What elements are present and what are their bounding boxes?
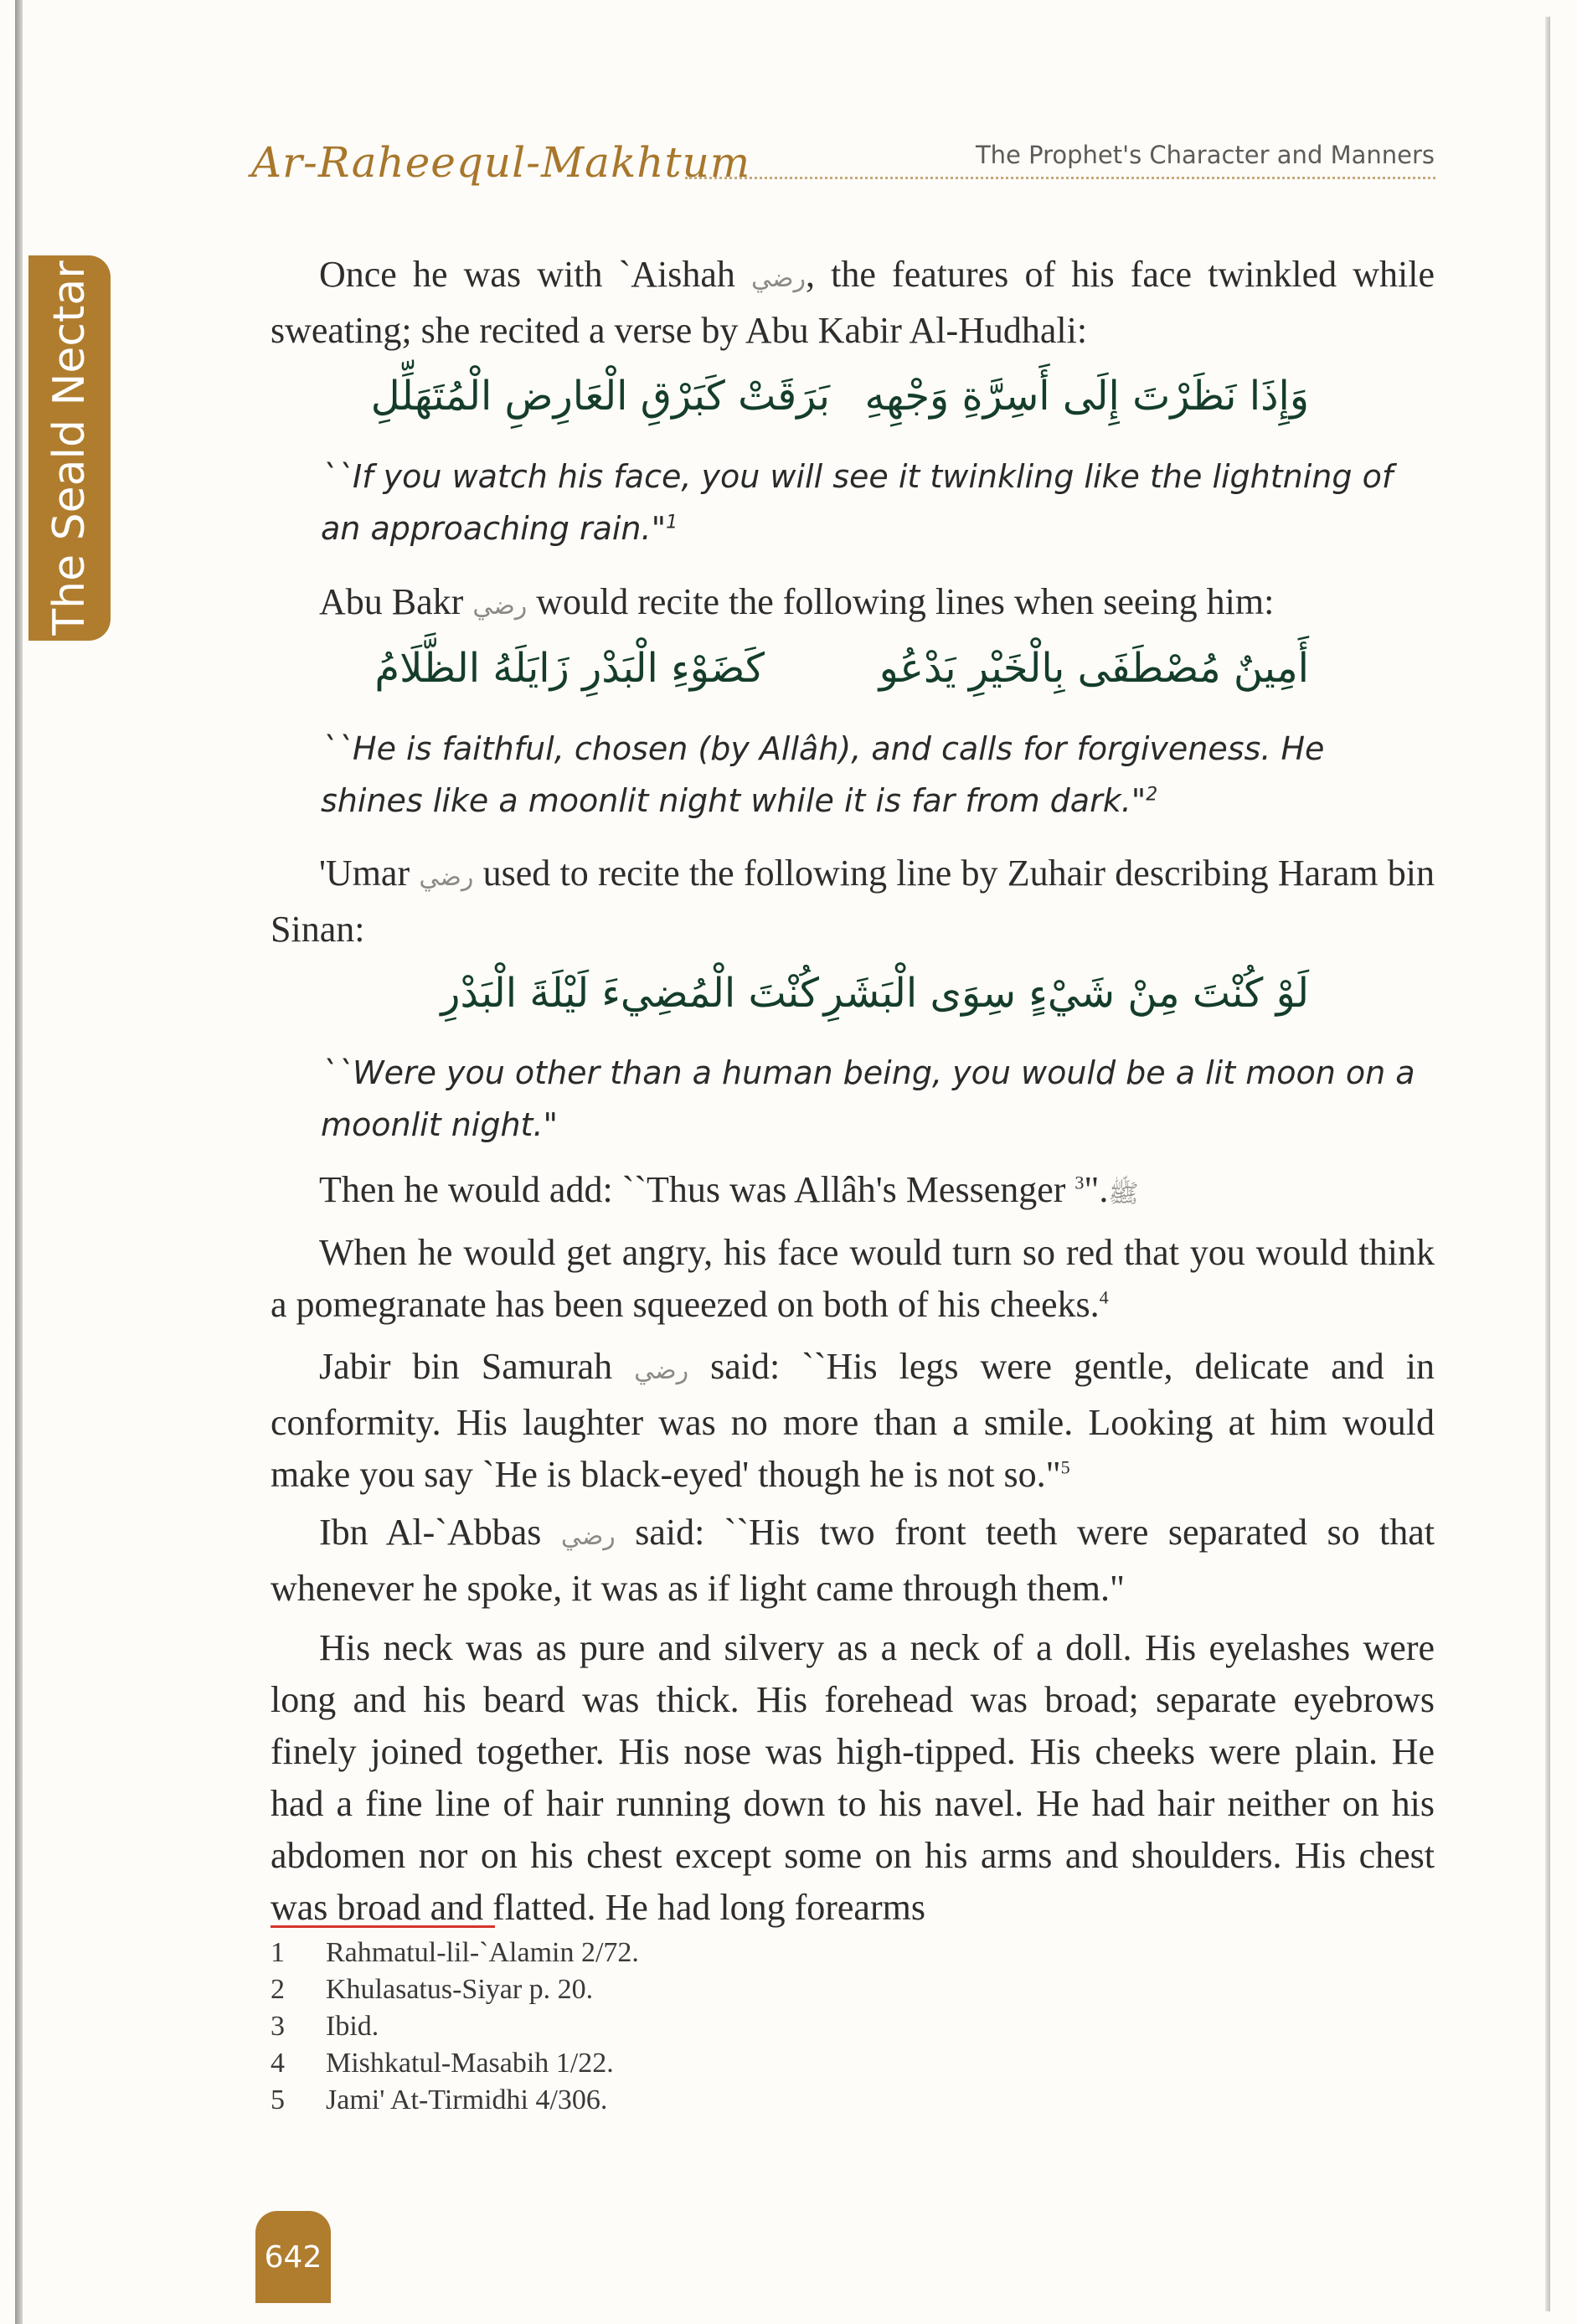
side-tab-label: The Seald Nectar xyxy=(44,260,95,636)
side-tab xyxy=(28,255,111,641)
paragraph-ibn-abbas: Ibn Al-`Abbas رضي said: ``His two front teeth were separated so that whenever he spoke, it was as if light came through them." xyxy=(271,1512,1435,1609)
annotation-underline xyxy=(271,1925,495,1928)
paragraph-aishah: Once he was with `Aishah رضي, the features of his face twinkled while sweating; she recited a verse by Abu Kabir Al-Hudhali: xyxy=(271,254,1435,351)
footnotes xyxy=(271,1935,1276,2119)
footnote: 1 Rahmatul-lil-`Alamin 2/72. xyxy=(271,1937,639,1968)
paragraph-messenger: Then he would add: ``Thus was Allâh's Messenger ﷺ."$^3$ xyxy=(319,1169,1139,1210)
paragraph-anger: When he would get angry, his face would turn so red that you would think a pomegranate has been squeezed on both of his cheeks.$^4$ xyxy=(271,1232,1435,1325)
footnote: 4 Mishkatul-Masabih 1/22. xyxy=(271,2048,614,2079)
footnote-ref: 1 xyxy=(666,512,678,533)
header-divider xyxy=(685,177,1435,179)
quote-1: ``If you watch his face, you will see it twinkling like the lightning of an approaching rain."$^1$ xyxy=(321,458,1394,547)
footnote-ref: 5 xyxy=(1060,1456,1070,1478)
footnote: 2 Khulasatus-Siyar p. 20. xyxy=(271,1974,594,2005)
chapter-title: The Prophet's Character and Manners xyxy=(975,141,1435,169)
footnote-ref: 2 xyxy=(1146,784,1158,806)
verse-1-right: وَإِذَا نَظَرْتَ إِلَى أَسِرَّةِ وَجْهِهِ xyxy=(864,373,1309,420)
footnote-ref: 3 xyxy=(1075,1172,1085,1193)
verse-3-left: كُنْتَ الْمُضِيءَ لَيْلَةَ الْبَدْرِ xyxy=(441,970,819,1017)
footnote: 5 Jami' At-Tirmidhi 4/306. xyxy=(271,2084,608,2115)
verse-3-right: لَوْ كُنْتَ مِنْ شَيْءٍ سِوَى الْبَشَرِ xyxy=(823,970,1309,1017)
honorific-icon: رضي xyxy=(472,592,528,620)
quote-2: ``He is faithful, chosen (by Allâh), and calls for forgiveness. He shines like a moonlit night while it is far from dark."$^2$ xyxy=(321,730,1325,819)
page-number: 642 xyxy=(255,2211,331,2303)
paragraph-jabir: Jabir bin Samurah رضي said: ``His legs were gentle, delicate and in conformity. His laughter was no more than a smile. Looking at him would make you say `He is black-eyed' though he is not so."$^5$ xyxy=(271,1346,1435,1495)
honorific-icon: رضي xyxy=(751,265,807,292)
page-edge-right xyxy=(1545,17,1550,2311)
paragraph-umar: 'Umar رضي used to recite the following line by Zuhair describing Haram bin Sinan: xyxy=(271,853,1435,950)
verse-1-left: بَرَقَتْ كَبَرْقِ الْعَارِضِ الْمُتَهَلِّلِ xyxy=(370,373,830,420)
footnote-ref: 4 xyxy=(1099,1286,1109,1308)
paragraph-abu-bakr: Abu Bakr رضي would recite the following lines when seeing him: xyxy=(319,581,1275,622)
quote-3: ``Were you other than a human being, you would be a lit moon on a moonlit night." xyxy=(321,1054,1415,1143)
honorific-icon: رضي xyxy=(419,863,474,891)
book-title: Ar-Raheequl-Makhtum xyxy=(251,138,751,187)
salutation-icon: ﷺ xyxy=(1108,1180,1139,1208)
honorific-icon: رضي xyxy=(560,1523,616,1550)
verse-2-left: كَضَوْءِ الْبَدْرِ زَايَلَهُ الظَّلَامُ xyxy=(374,645,765,692)
page-edge-left xyxy=(15,0,23,2324)
honorific-icon: رضي xyxy=(634,1357,689,1384)
verse-2-right: أَمِينٌ مُصْطَفَى بِالْخَيْرِ يَدْعُو xyxy=(879,645,1309,692)
paragraph-description: His neck was as pure and silvery as a neck of a doll. His eyelashes were long and his beard was thick. His forehead was broad; separate eyebrows finely joined together. His nose was high-tipped. His cheeks were plain. He had a fine line of hair running down to his navel. He had hair neither on his abdomen nor on his chest except some on his arms and shoulders. His chest was broad and flatted. He had long forearms xyxy=(271,1627,1435,1928)
footnote: 3 Ibid. xyxy=(271,2011,379,2042)
